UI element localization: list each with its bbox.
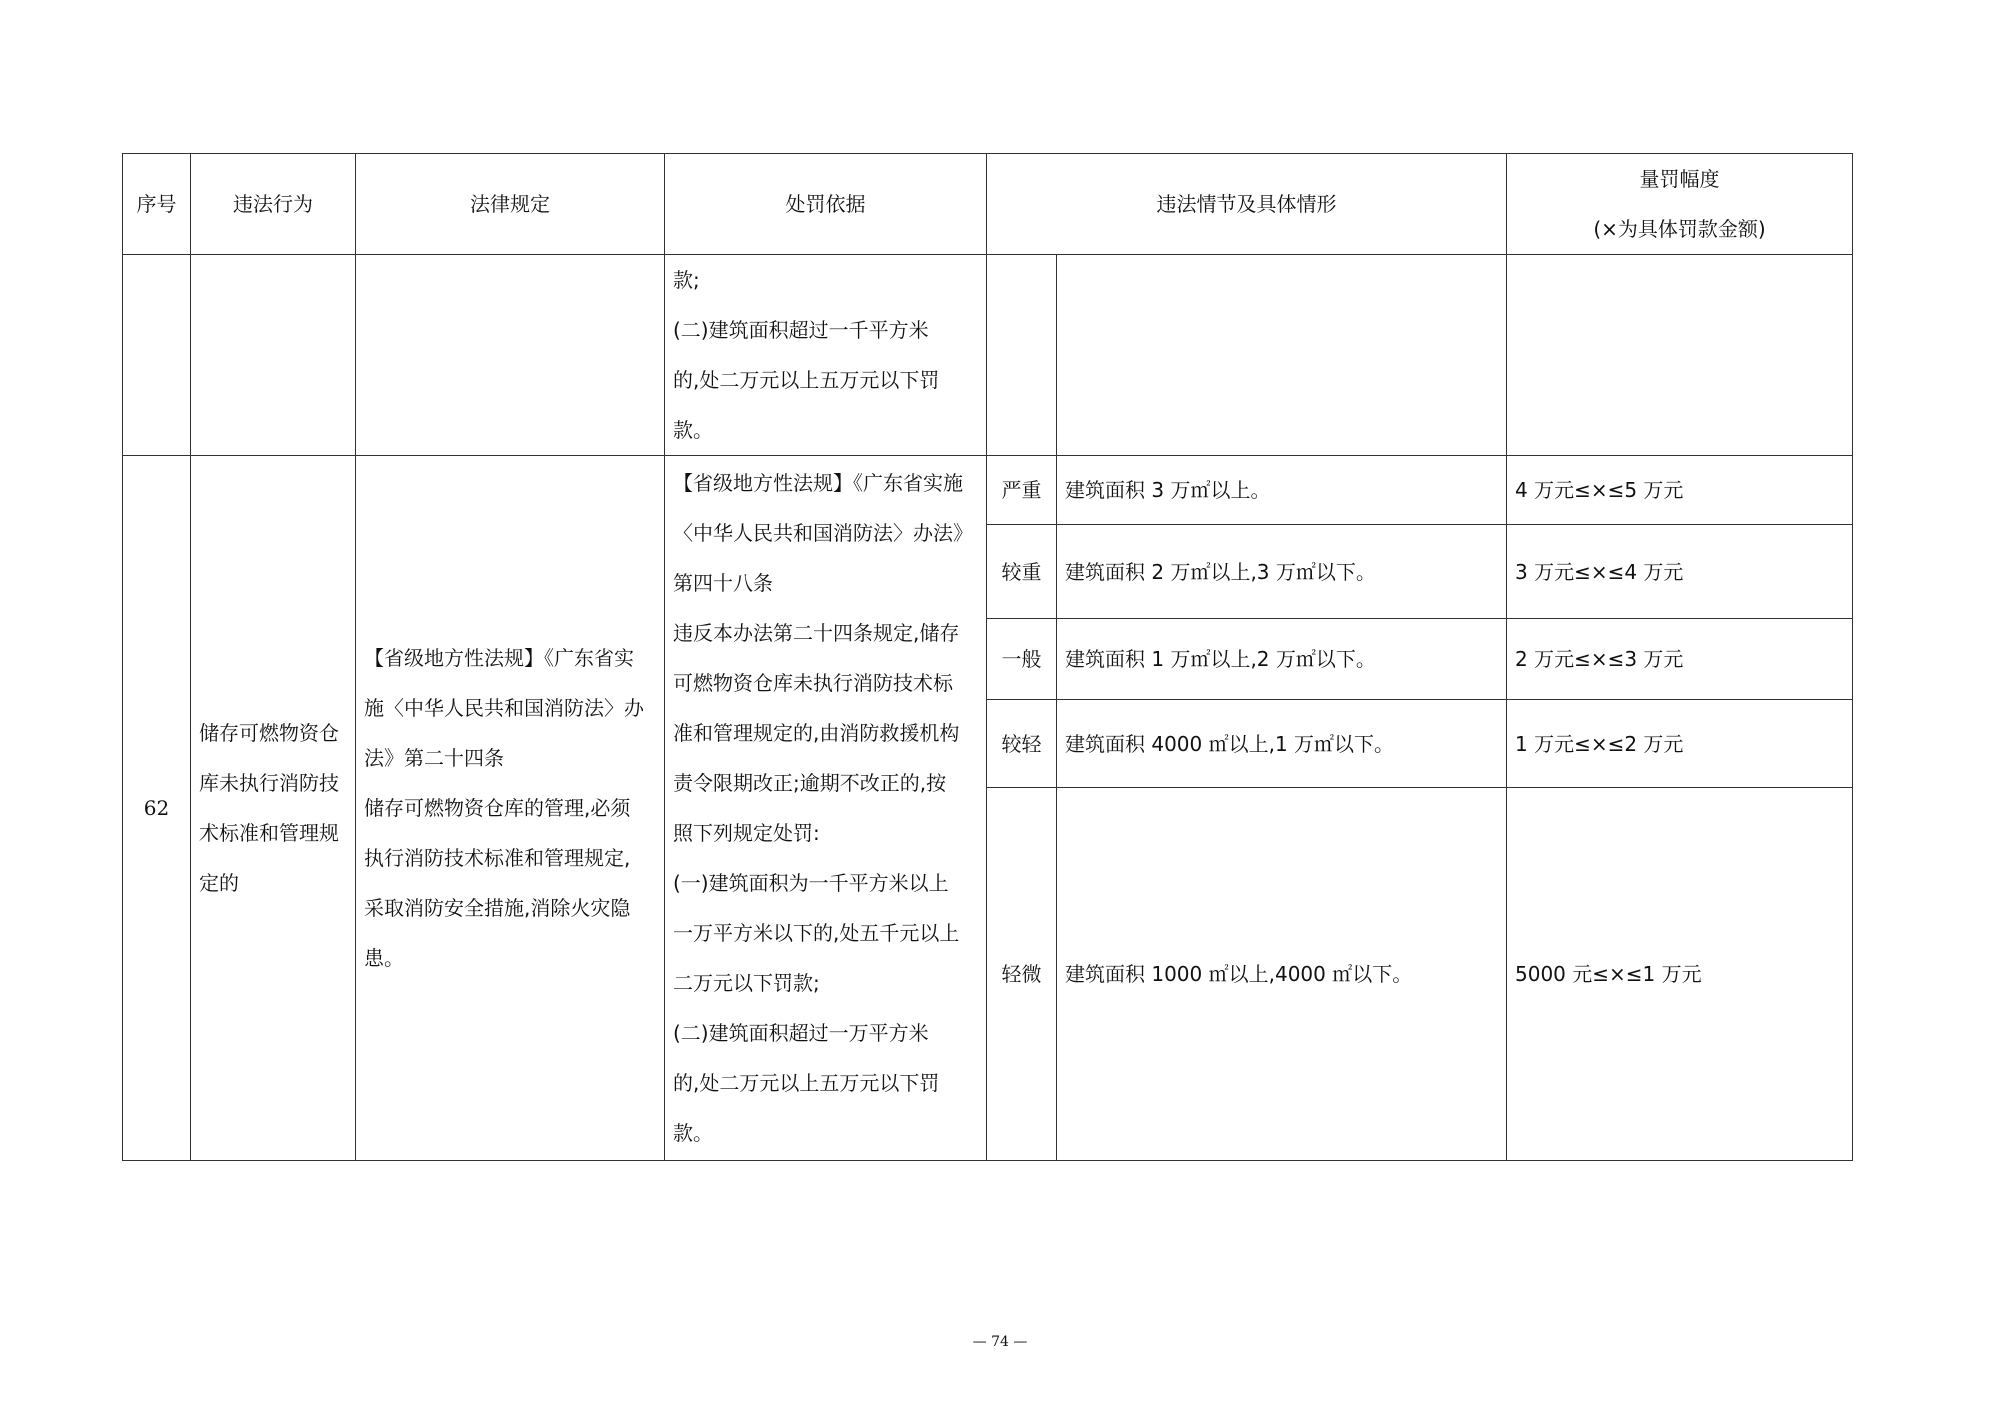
- header-violation: 违法行为: [191, 154, 356, 255]
- level-range: 3 万元≤×≤4 万元: [1507, 525, 1853, 619]
- basis-line: 二万元以下罚款;: [673, 971, 820, 995]
- continued-basis-line: 款。: [673, 418, 713, 442]
- violation-line: 储存可燃物资仓: [199, 721, 339, 745]
- basis-line: 责令限期改正;逾期不改正的,按: [673, 771, 947, 795]
- basis-line: (一)建筑面积为一千平方米以上: [673, 871, 949, 895]
- header-seq: 序号: [123, 154, 191, 255]
- level-desc: 建筑面积 3 万㎡以上。: [1057, 456, 1507, 525]
- basis-line: 照下列规定处罚:: [673, 821, 820, 845]
- continued-desc-cell: [1057, 255, 1507, 456]
- basis-line: 违反本办法第二十四条规定,储存: [673, 621, 960, 645]
- page-number: — 74 —: [972, 1334, 1028, 1350]
- basis-line: 的,处二万元以上五万元以下罚: [673, 1071, 940, 1095]
- level-range: 1 万元≤×≤2 万元: [1507, 700, 1853, 788]
- continued-violation-cell: [191, 255, 356, 456]
- basis-line: (二)建筑面积超过一万平方米: [673, 1021, 929, 1045]
- row-62-violation: [191, 456, 356, 1161]
- continued-basis-line: (二)建筑面积超过一千平方米: [673, 318, 929, 342]
- level-label: 较轻: [987, 700, 1057, 788]
- law-line: 患。: [364, 946, 404, 970]
- header-law: 法律规定: [356, 154, 665, 255]
- level-desc: 建筑面积 2 万㎡以上,3 万㎡以下。: [1057, 525, 1507, 619]
- continued-row: [123, 255, 1853, 456]
- law-line: 施〈中华人民共和国消防法〉办: [364, 696, 644, 720]
- level-label: 严重: [987, 456, 1057, 525]
- level-desc: 建筑面积 1000 ㎡以上,4000 ㎡以下。: [1057, 788, 1507, 1161]
- continued-seq-cell: [123, 255, 191, 456]
- row-62-level-1: [123, 456, 1853, 525]
- header-basis: 处罚依据: [665, 154, 987, 255]
- law-line: 采取消防安全措施,消除火灾隐: [364, 896, 631, 920]
- level-label: 轻微: [987, 788, 1057, 1161]
- basis-line: 款。: [673, 1121, 713, 1145]
- level-desc: 建筑面积 1 万㎡以上,2 万㎡以下。: [1057, 619, 1507, 700]
- level-label: 较重: [987, 525, 1057, 619]
- row-62-law: [356, 456, 665, 1161]
- basis-line: 一万平方米以下的,处五千元以上: [673, 921, 960, 945]
- level-range: 4 万元≤×≤5 万元: [1507, 456, 1853, 525]
- header-circumstance: 违法情节及具体情形: [987, 154, 1507, 255]
- continued-basis-line: 款;: [673, 268, 700, 292]
- law-line: 【省级地方性法规】《广东省实: [364, 646, 634, 670]
- penalty-table: [122, 153, 1853, 1161]
- law-line: 执行消防技术标准和管理规定,: [364, 846, 631, 870]
- continued-law-cell: [356, 255, 665, 456]
- header-row: [123, 154, 1853, 255]
- violation-line: 术标准和管理规: [199, 821, 339, 845]
- header-range-line1: 量罚幅度: [1639, 167, 1720, 191]
- continued-basis-line: 的,处二万元以上五万元以下罚: [673, 368, 940, 392]
- basis-line: 第四十八条: [673, 571, 773, 595]
- row-62-basis: [665, 456, 987, 1161]
- level-desc: 建筑面积 4000 ㎡以上,1 万㎡以下。: [1057, 700, 1507, 788]
- basis-line: 可燃物资仓库未执行消防技术标: [673, 671, 953, 695]
- level-range: 5000 元≤×≤1 万元: [1507, 788, 1853, 1161]
- level-label: 一般: [987, 619, 1057, 700]
- continued-range-cell: [1507, 255, 1853, 456]
- violation-line: 定的: [199, 871, 239, 895]
- header-range-line2: (×为具体罚款金额): [1593, 217, 1766, 241]
- basis-line: 〈中华人民共和国消防法〉办法》: [673, 521, 973, 545]
- basis-line: 准和管理规定的,由消防救援机构: [673, 721, 960, 745]
- basis-line: 【省级地方性法规】《广东省实施: [673, 471, 963, 495]
- violation-line: 库未执行消防技: [199, 771, 339, 795]
- law-line: 储存可燃物资仓库的管理,必须: [364, 796, 631, 820]
- continued-level-cell: [987, 255, 1057, 456]
- law-line: 法》第二十四条: [364, 746, 504, 770]
- continued-basis-cell: [665, 255, 987, 456]
- header-range: [1507, 154, 1853, 255]
- row-62-seq: 62: [123, 456, 191, 1161]
- level-range: 2 万元≤×≤3 万元: [1507, 619, 1853, 700]
